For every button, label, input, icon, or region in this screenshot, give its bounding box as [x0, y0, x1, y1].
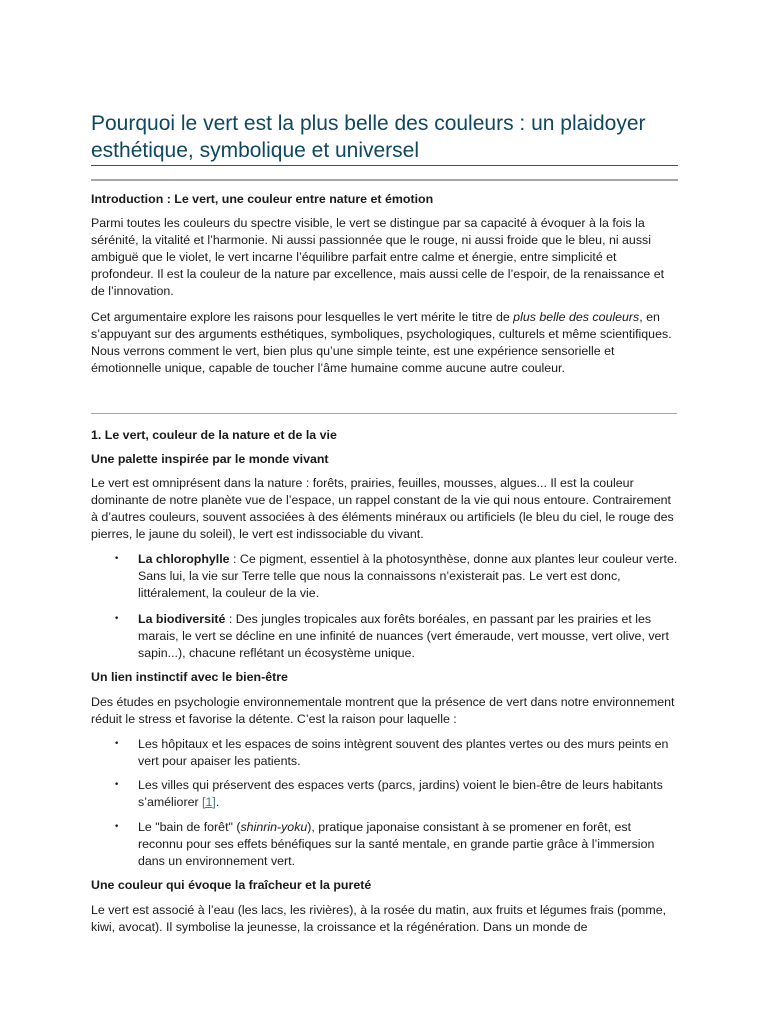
intro-paragraph-1: Parmi toutes les couleurs du spectre visible, le vert se distingue par sa capacité à évoquer à la fois la sérénité, la vitalité et l’harmonie. Ni aussi passionnée que le rouge, ni aussi froide que le bleu, ni aussi ambiguë que le violet, le vert incarne l’équilibre parfait entre calme et énergie, entre simplicité et profondeur. Il est la couleur de la nature par excellence, mais aussi celle de l’espoir, de la renaissance et de l’innovation. [91, 216, 665, 298]
bullet-chlorophylle-term: La chlorophylle [138, 552, 230, 566]
bullet-glyph: • [114, 822, 120, 832]
intro-p2-emphasis: plus belle des couleurs [513, 310, 640, 324]
intro-p2-end: , en s’appuyant sur des arguments esthétiques, symboliques, psychologiques, culturels et même scientifiques. Nous verrons comment le vert, bien plus qu’une simple teinte, est une expérience sensorielle et émotionnelle unique, capable de toucher l’âme humaine comme aucune autre couleur. [91, 310, 672, 375]
title-divider [91, 179, 678, 181]
bullet-chlorophylle-text: : Ce pigment, essentiel à la photosynthèse, donne aux plantes leur couleur verte. Sans lui, la vie sur Terre telle que nous la connaissons n’existerait pas. Le vert est donc, littéralement, la couleur de la vie. [138, 552, 678, 600]
document-title: Pourquoi le vert est la plus belle des couleurs : un plaidoyer esthétique, symbolique et universel [91, 112, 646, 162]
subsection-2-paragraph: Des études en psychologie environnementale montrent que la présence de vert dans notre environnement réduit le stress et favorise la détente. C’est la raison pour laquelle : [91, 695, 675, 726]
section-1-heading: 1. Le vert, couleur de la nature et de la vie [91, 428, 337, 442]
bullet-bain-term: shinrin-yoku [240, 820, 308, 834]
bullet-bain-end: ), pratique japonaise consistant à se promener en forêt, est reconnu pour ses effets bénéfiques sur la santé mentale, en grande partie grâce à l’immersion dans un environnement vert. [138, 820, 655, 868]
bullet-biodiversite [138, 611, 678, 662]
bullet-villes-end: . [215, 795, 220, 809]
bullet-glyph: • [114, 614, 120, 624]
subsection-2-heading: Un lien instinctif avec le bien-être [91, 670, 288, 684]
bullet-biodiversite-text: : Des jungles tropicales aux forêts boréales, en passant par les prairies et les marais, le vert se décline en une infinité de nuances (vert émeraude, vert mousse, vert olive, vert sapin...), chacune reflétant un écosystème unique. [138, 612, 669, 660]
subsection-1-paragraph: Le vert est omniprésent dans la nature : forêts, prairies, feuilles, mousses, algues... Il est la couleur dominante de notre planète vue de l’espace, un rappel constant de la vie qui nous entoure. Contrairement à d’autres couleurs, souvent associées à des éléments minéraux ou artificiels (le bleu du ciel, le rouge des pierres, le jaune du soleil), le vert est indissociable du vivant. [91, 476, 674, 541]
section-divider [91, 413, 677, 414]
bullet-villes [138, 777, 678, 811]
bullet-chlorophylle [138, 551, 678, 602]
title-underline [91, 165, 678, 166]
footnote-link[interactable]: [1] [202, 795, 216, 809]
bullet-glyph: • [114, 739, 120, 749]
bullet-hopitaux: Les hôpitaux et les espaces de soins intègrent souvent des plantes vertes ou des murs peints en vert pour apaiser les patients. [138, 737, 669, 768]
subsection-3-heading: Une couleur qui évoque la fraîcheur et la pureté [91, 878, 372, 892]
bullet-bain-de-foret [138, 819, 678, 870]
intro-heading: Introduction : Le vert, une couleur entre nature et émotion [91, 192, 434, 206]
bullet-glyph: • [114, 554, 120, 564]
bullet-glyph: • [114, 780, 120, 790]
intro-paragraph-2 [91, 309, 678, 377]
subsection-1-heading: Une palette inspirée par le monde vivant [91, 452, 329, 466]
bullet-bain-start: Le "bain de forêt" ( [138, 820, 241, 834]
bullet-biodiversite-term: La biodiversité [138, 612, 226, 626]
intro-p2-start: Cet argumentaire explore les raisons pour lesquelles le vert mérite le titre de [91, 310, 514, 324]
bullet-villes-text: Les villes qui préservent des espaces verts (parcs, jardins) voient le bien-être de leurs habitants s’améliorer [138, 778, 663, 809]
subsection-3-paragraph: Le vert est associé à l’eau (les lacs, les rivières), à la rosée du matin, aux fruits et légumes frais (pomme, kiwi, avocat). Il symbolise la jeunesse, la croissance et la régénération. Dans un monde de [91, 903, 667, 934]
